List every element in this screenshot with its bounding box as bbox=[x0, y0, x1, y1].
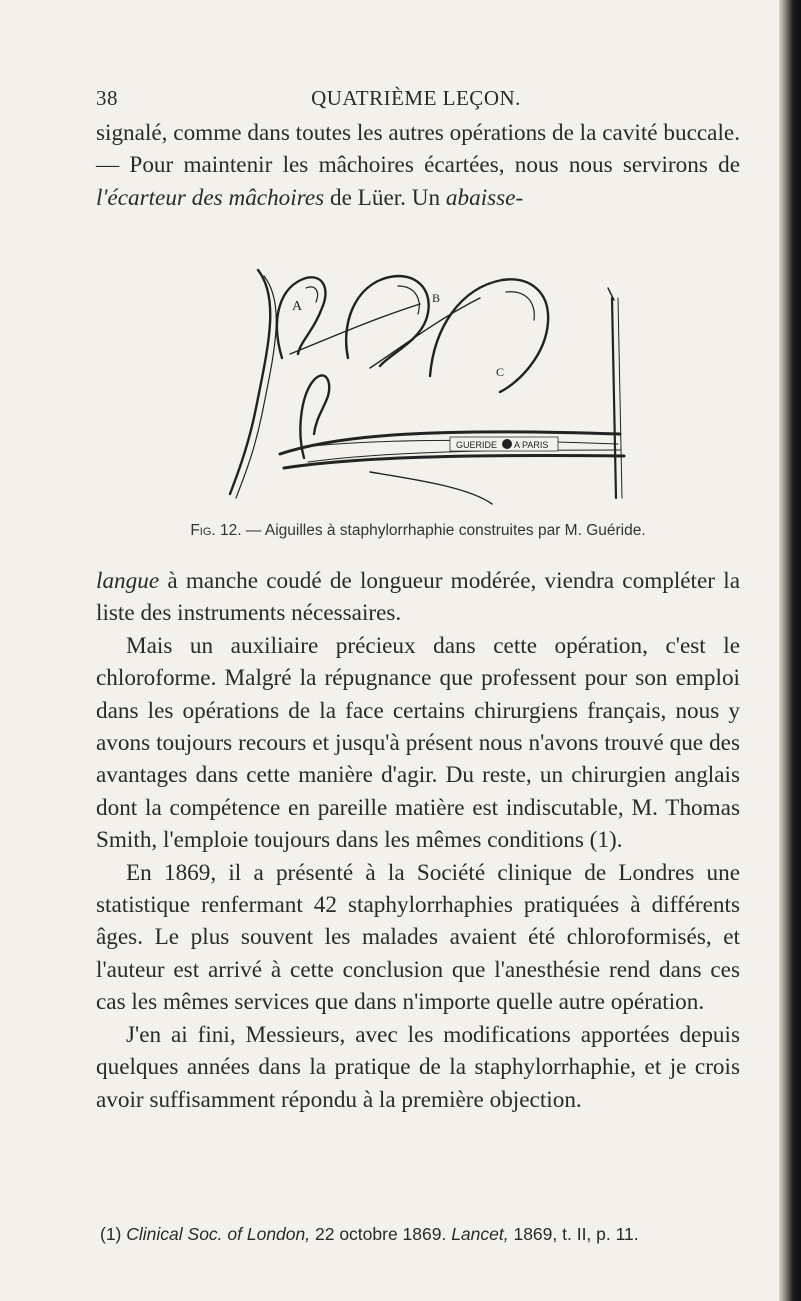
paragraph-2: langue à manche coudé de longueur modérée, viendra compléter la liste des instruments nécessaires. bbox=[96, 568, 740, 627]
page-header bbox=[96, 86, 736, 116]
paragraph-1: signalé, comme dans toutes les autres opérations de la cavité buccale. — Pour maintenir les mâchoires écartées, nous nous servirons de l'écarteur des mâchoires de Lüer. Un abaisse- bbox=[96, 120, 740, 211]
needles-engraving bbox=[220, 258, 640, 518]
figure-needles-illustration bbox=[220, 258, 640, 518]
book-binding-edge bbox=[779, 0, 801, 1301]
body-text-top bbox=[96, 117, 740, 214]
figure-label-a: A bbox=[292, 299, 303, 314]
figure-label-b: B bbox=[432, 291, 441, 305]
figure-caption-label: Fig. 12. bbox=[190, 522, 242, 539]
stamp-text-right: A PARIS bbox=[514, 440, 549, 450]
stamp-text-left: GUERIDE bbox=[456, 440, 498, 450]
figure-caption-text: — Aiguilles à staphylorrhaphie construites par M. Guéride. bbox=[241, 522, 646, 539]
paragraph-5: J'en ai fini, Messieurs, avec les modifications apportées depuis quelques années dans la pratique de la staphylorrhaphie, et je crois avoir suffisamment répondu à la première objection. bbox=[96, 1021, 740, 1113]
page-number: 38 bbox=[96, 86, 118, 110]
running-title: QUATRIÈME LEÇON. bbox=[311, 86, 521, 110]
paragraph-4: En 1869, il a présenté à la Société clinique de Londres une statistique renfermant 42 staphylorrhaphies pratiquées à différents âges. Le plus souvent les malades avaient été chloroformisés, et l'auteur est arrivé à cette conclusion que l'anesthésie rend dans ces cas les mêmes services que dans n'importe quelle autre opération. bbox=[96, 859, 740, 1016]
figure-label-c: C bbox=[496, 365, 505, 379]
paragraph-3: Mais un auxiliaire précieux dans cette opération, c'est le chloroforme. Malgré la répugnance que professent pour son emploi dans les opérations de la face certains chirurgiens français, nous y avons toujours recours et jusqu'à présent nous n'avons trouvé que des avantages dans cette manière d'agir. Du reste, un chirurgien anglais dont la compétence en pareille matière est indiscutable, M. Thomas Smith, l'emploie toujours dans les mêmes conditions (1). bbox=[96, 632, 740, 854]
footnote: (1) Clinical Soc. of London, 22 octobre 1869. Lancet, 1869, t. II, p. 11. bbox=[100, 1224, 639, 1244]
body-text-bottom bbox=[96, 565, 740, 1116]
stamp-emblem bbox=[502, 439, 512, 449]
figure-caption bbox=[96, 522, 740, 540]
